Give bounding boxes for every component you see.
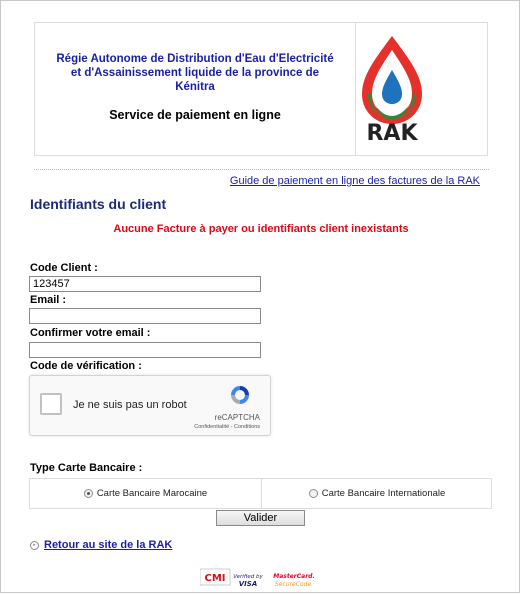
rak-logo (352, 32, 432, 144)
submit-button[interactable]: Valider (216, 510, 305, 526)
back-link-text[interactable]: Retour au site de la RAK (44, 539, 173, 551)
org-line-2: et d'Assainissement liquide de la province de (70, 67, 320, 79)
recaptcha-privacy-links[interactable]: Confidentialité - Conditions (194, 424, 260, 430)
visa-badge: VISA (238, 580, 258, 588)
section-title: Identifiants du client (30, 196, 167, 212)
confirm-email-input[interactable] (29, 342, 261, 358)
org-line-3: Kénitra (175, 81, 215, 93)
organization-name (35, 52, 355, 94)
verified-by-text: Verified by (233, 574, 263, 580)
back-to-site-link[interactable] (30, 539, 172, 551)
email-label: Email : (30, 294, 67, 306)
recaptcha-label: Je ne suis pas un robot (73, 399, 187, 411)
org-line-1: Régie Autonome de Distribution d'Eau d'Electricité (56, 53, 334, 65)
header-text-cell (35, 23, 356, 155)
card-option-label: Carte Bancaire Marocaine (96, 488, 208, 499)
card-option-label: Carte Bancaire Internationale (321, 488, 446, 499)
card-option-internationale[interactable] (262, 479, 492, 508)
email-input[interactable] (29, 308, 261, 324)
confirm-email-label: Confirmer votre email : (30, 327, 151, 339)
card-type-label: Type Carte Bancaire : (30, 462, 143, 474)
divider (34, 169, 489, 170)
radio-internationale[interactable] (309, 489, 318, 498)
cmi-badge: CMI (204, 573, 226, 584)
mastercard-text: MasterCard. (273, 573, 315, 580)
arrow-circle-icon: ▸ (30, 541, 39, 550)
card-type-options (29, 478, 492, 509)
payment-guide-link[interactable]: Guide de paiement en ligne des factures de la RAK (229, 175, 480, 187)
recaptcha-brand: reCAPTCHA (214, 413, 260, 422)
recaptcha-icon (229, 384, 251, 406)
securecode-badge: SecureCode. (274, 581, 314, 588)
service-title: Service de paiement en ligne (109, 108, 281, 122)
code-client-input[interactable] (29, 276, 261, 292)
payment-badges (200, 568, 320, 590)
recaptcha-checkbox[interactable] (40, 393, 62, 415)
verification-label: Code de vérification : (30, 360, 142, 372)
code-client-label: Code Client : (30, 262, 98, 274)
logo-text: RAK (366, 121, 418, 144)
radio-marocaine[interactable] (84, 489, 93, 498)
card-option-marocaine[interactable] (30, 479, 262, 508)
recaptcha-widget (29, 375, 271, 436)
error-message: Aucune Facture à payer ou identifiants client inexistants (113, 223, 409, 235)
